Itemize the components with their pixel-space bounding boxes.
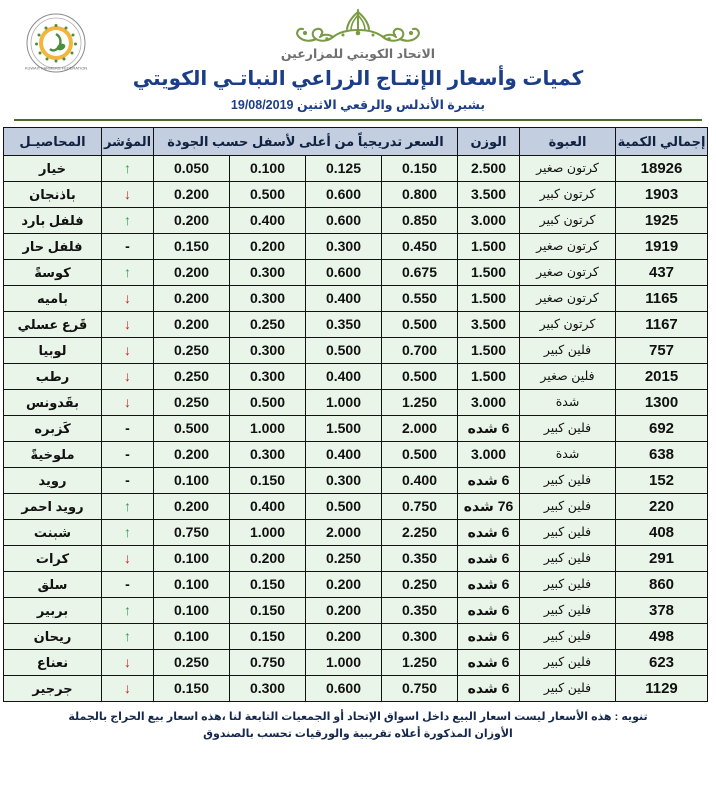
cell-packaging: شدة — [520, 442, 616, 468]
indicator-up-icon: ↑ — [102, 624, 154, 650]
cell-crop-name: ملوخيةً — [4, 442, 102, 468]
cell-weight: 3.500 — [458, 182, 520, 208]
cell-price-1: 0.850 — [382, 208, 458, 234]
cell-price-4: 0.250 — [154, 364, 230, 390]
cell-price-2: 1.000 — [306, 650, 382, 676]
cell-price-3: 0.300 — [230, 442, 306, 468]
page-title: كميات وأسعار الإنتـاج الزراعي النباتـي الكويتي — [132, 68, 584, 90]
indicator-down-icon: ↓ — [102, 650, 154, 676]
column-header-crop: المحاصيـل — [4, 128, 102, 156]
cell-price-2: 0.350 — [306, 312, 382, 338]
cell-price-1: 0.700 — [382, 338, 458, 364]
kuwait-farmers-federation-logo-icon — [14, 10, 98, 76]
cell-weight: 76 شده — [458, 494, 520, 520]
cell-total-quantity: 18926 — [616, 156, 708, 182]
cell-price-3: 0.250 — [230, 312, 306, 338]
cell-crop-name: لوبيا — [4, 338, 102, 364]
table-row — [4, 546, 708, 572]
footer-note-1: تنويه : هذه الأسعار ليست اسعار البيع داخل اسواق الإتحاد أو الجمعيات التابعة لنا ،هذه اسعار بيع الحراج بالجملة — [68, 711, 648, 723]
table-row — [4, 156, 708, 182]
cell-crop-name: بقَدونس — [4, 390, 102, 416]
cell-packaging: فلين صغير — [520, 364, 616, 390]
floral-ornament-icon — [283, 6, 433, 50]
cell-price-4: 0.100 — [154, 468, 230, 494]
table-header-row — [4, 128, 708, 156]
crop-price-table — [3, 127, 708, 702]
cell-price-3: 0.300 — [230, 338, 306, 364]
indicator-flat-icon: - — [102, 572, 154, 598]
column-header-packaging: العبوة — [520, 128, 616, 156]
cell-packaging: فلين كبير — [520, 520, 616, 546]
cell-packaging: فلين كبير — [520, 598, 616, 624]
cell-total-quantity: 638 — [616, 442, 708, 468]
cell-weight: 1.500 — [458, 286, 520, 312]
cell-packaging: كرتون صغير — [520, 156, 616, 182]
cell-price-1: 0.400 — [382, 468, 458, 494]
cell-packaging: فلين كبير — [520, 624, 616, 650]
cell-crop-name: فلفل حار — [4, 234, 102, 260]
cell-price-3: 0.500 — [230, 182, 306, 208]
cell-price-4: 0.100 — [154, 598, 230, 624]
cell-price-4: 0.100 — [154, 624, 230, 650]
cell-total-quantity: 860 — [616, 572, 708, 598]
cell-price-3: 0.200 — [230, 546, 306, 572]
indicator-up-icon: ↑ — [102, 260, 154, 286]
cell-crop-name: نعناع — [4, 650, 102, 676]
cell-packaging: كرتون كبير — [520, 208, 616, 234]
header-divider — [14, 119, 702, 121]
cell-weight: 6 شده — [458, 650, 520, 676]
table-row — [4, 234, 708, 260]
table-row — [4, 286, 708, 312]
cell-total-quantity: 692 — [616, 416, 708, 442]
cell-packaging: كرتون كبير — [520, 312, 616, 338]
cell-weight: 6 شده — [458, 546, 520, 572]
cell-weight: 1.500 — [458, 260, 520, 286]
cell-packaging: فلين كبير — [520, 468, 616, 494]
cell-packaging: كرتون صغير — [520, 260, 616, 286]
cell-price-4: 0.100 — [154, 572, 230, 598]
cell-price-4: 0.100 — [154, 546, 230, 572]
indicator-down-icon: ↓ — [102, 182, 154, 208]
cell-total-quantity: 623 — [616, 650, 708, 676]
cell-price-3: 0.150 — [230, 598, 306, 624]
cell-total-quantity: 1925 — [616, 208, 708, 234]
table-row — [4, 416, 708, 442]
cell-total-quantity: 378 — [616, 598, 708, 624]
cell-crop-name: كرات — [4, 546, 102, 572]
cell-weight: 3.000 — [458, 208, 520, 234]
cell-price-4: 0.500 — [154, 416, 230, 442]
cell-price-3: 0.500 — [230, 390, 306, 416]
cell-crop-name: كَزبره — [4, 416, 102, 442]
cell-weight: 1.500 — [458, 364, 520, 390]
cell-packaging: كرتون صغير — [520, 234, 616, 260]
cell-crop-name: جرجير — [4, 676, 102, 702]
cell-weight: 6 شده — [458, 468, 520, 494]
cell-price-3: 0.400 — [230, 208, 306, 234]
cell-price-4: 0.150 — [154, 234, 230, 260]
cell-total-quantity: 1129 — [616, 676, 708, 702]
cell-price-3: 0.200 — [230, 234, 306, 260]
cell-price-2: 0.600 — [306, 676, 382, 702]
cell-price-2: 0.250 — [306, 546, 382, 572]
cell-total-quantity: 1167 — [616, 312, 708, 338]
cell-price-2: 0.400 — [306, 286, 382, 312]
indicator-up-icon: ↑ — [102, 494, 154, 520]
cell-price-2: 1.500 — [306, 416, 382, 442]
cell-price-1: 0.300 — [382, 624, 458, 650]
table-row — [4, 338, 708, 364]
location-date-subtitle: بشبرة الأندلس والرقعي الاثنين 19/08/2019 — [230, 98, 486, 112]
cell-weight: 6 شده — [458, 416, 520, 442]
cell-price-1: 0.250 — [382, 572, 458, 598]
cell-price-1: 0.500 — [382, 312, 458, 338]
cell-crop-name: بربير — [4, 598, 102, 624]
indicator-flat-icon: - — [102, 416, 154, 442]
cell-price-3: 0.750 — [230, 650, 306, 676]
cell-price-1: 0.550 — [382, 286, 458, 312]
table-row — [4, 208, 708, 234]
cell-weight: 2.500 — [458, 156, 520, 182]
cell-total-quantity: 152 — [616, 468, 708, 494]
cell-price-3: 0.150 — [230, 468, 306, 494]
cell-total-quantity: 1165 — [616, 286, 708, 312]
table-row — [4, 364, 708, 390]
table-row — [4, 390, 708, 416]
table-row — [4, 650, 708, 676]
cell-packaging: شدة — [520, 390, 616, 416]
indicator-flat-icon: - — [102, 442, 154, 468]
table-header — [4, 128, 708, 156]
cell-weight: 6 شده — [458, 598, 520, 624]
cell-price-2: 0.200 — [306, 572, 382, 598]
indicator-down-icon: ↓ — [102, 338, 154, 364]
cell-price-4: 0.150 — [154, 676, 230, 702]
cell-total-quantity: 1300 — [616, 390, 708, 416]
cell-weight: 6 شده — [458, 624, 520, 650]
cell-price-4: 0.200 — [154, 182, 230, 208]
table-row — [4, 572, 708, 598]
indicator-down-icon: ↓ — [102, 286, 154, 312]
cell-weight: 3.000 — [458, 442, 520, 468]
cell-price-1: 0.500 — [382, 364, 458, 390]
cell-price-4: 0.200 — [154, 442, 230, 468]
cell-price-4: 0.750 — [154, 520, 230, 546]
cell-price-4: 0.200 — [154, 208, 230, 234]
cell-price-1: 0.350 — [382, 598, 458, 624]
svg-text:KUWAIT FARMERS FEDERATION: KUWAIT FARMERS FEDERATION — [24, 65, 88, 71]
indicator-flat-icon: - — [102, 468, 154, 494]
indicator-flat-icon: - — [102, 234, 154, 260]
cell-weight: 3.500 — [458, 312, 520, 338]
cell-price-2: 1.000 — [306, 390, 382, 416]
cell-packaging: فلين كبير — [520, 572, 616, 598]
cell-price-1: 0.500 — [382, 442, 458, 468]
column-header-price: السعر تدريجياً من أعلى لأسفل حسب الجودة — [154, 128, 458, 156]
indicator-down-icon: ↓ — [102, 546, 154, 572]
cell-weight: 3.000 — [458, 390, 520, 416]
cell-crop-name: خيار — [4, 156, 102, 182]
cell-price-3: 0.300 — [230, 364, 306, 390]
cell-price-1: 2.000 — [382, 416, 458, 442]
cell-price-2: 0.600 — [306, 260, 382, 286]
cell-price-2: 0.300 — [306, 468, 382, 494]
cell-price-1: 0.675 — [382, 260, 458, 286]
footer-note-2: الأوزان المذكورة أعلاه تقريبية والورقيات تحسب بالصندوق — [203, 728, 513, 741]
cell-weight: 1.500 — [458, 338, 520, 364]
cell-total-quantity: 757 — [616, 338, 708, 364]
cell-price-2: 0.125 — [306, 156, 382, 182]
cell-crop-name: باذنجان — [4, 182, 102, 208]
cell-price-3: 0.100 — [230, 156, 306, 182]
table-row — [4, 312, 708, 338]
cell-price-2: 0.200 — [306, 598, 382, 624]
cell-price-3: 1.000 — [230, 416, 306, 442]
price-table-container — [8, 127, 708, 702]
cell-price-1: 0.350 — [382, 546, 458, 572]
cell-total-quantity: 408 — [616, 520, 708, 546]
cell-crop-name: قَرع عسلي — [4, 312, 102, 338]
indicator-up-icon: ↑ — [102, 156, 154, 182]
indicator-down-icon: ↓ — [102, 676, 154, 702]
cell-packaging: فلين كبير — [520, 676, 616, 702]
cell-packaging: فلين كبير — [520, 494, 616, 520]
table-row — [4, 494, 708, 520]
table-row — [4, 260, 708, 286]
indicator-down-icon: ↓ — [102, 312, 154, 338]
cell-price-4: 0.200 — [154, 260, 230, 286]
table-row — [4, 442, 708, 468]
table-row — [4, 468, 708, 494]
cell-weight: 6 شده — [458, 676, 520, 702]
indicator-up-icon: ↑ — [102, 598, 154, 624]
indicator-down-icon: ↓ — [102, 390, 154, 416]
cell-price-2: 0.300 — [306, 234, 382, 260]
cell-crop-name: كوسةً — [4, 260, 102, 286]
table-row — [4, 520, 708, 546]
cell-total-quantity: 1919 — [616, 234, 708, 260]
cell-price-1: 0.450 — [382, 234, 458, 260]
cell-total-quantity: 2015 — [616, 364, 708, 390]
cell-price-3: 0.300 — [230, 676, 306, 702]
footer-notes — [0, 709, 716, 743]
table-body — [4, 156, 708, 702]
cell-price-4: 0.250 — [154, 650, 230, 676]
column-header-total: إجمالي الكمية — [616, 128, 708, 156]
cell-crop-name: شبنت — [4, 520, 102, 546]
cell-price-4: 0.250 — [154, 390, 230, 416]
cell-price-3: 0.150 — [230, 624, 306, 650]
cell-price-1: 1.250 — [382, 390, 458, 416]
cell-crop-name: ريحان — [4, 624, 102, 650]
cell-price-4: 0.250 — [154, 338, 230, 364]
document-header — [0, 0, 716, 112]
cell-price-3: 0.150 — [230, 572, 306, 598]
cell-price-2: 2.000 — [306, 520, 382, 546]
cell-price-2: 0.500 — [306, 494, 382, 520]
cell-total-quantity: 437 — [616, 260, 708, 286]
cell-total-quantity: 1903 — [616, 182, 708, 208]
cell-price-3: 0.300 — [230, 260, 306, 286]
organization-name: الاتحاد الكويتي للمزارعين — [280, 47, 436, 61]
cell-weight: 6 شده — [458, 572, 520, 598]
cell-packaging: كرتون صغير — [520, 286, 616, 312]
cell-price-4: 0.050 — [154, 156, 230, 182]
cell-total-quantity: 498 — [616, 624, 708, 650]
cell-price-4: 0.200 — [154, 286, 230, 312]
table-row — [4, 676, 708, 702]
cell-price-4: 0.200 — [154, 494, 230, 520]
cell-crop-name: رويد — [4, 468, 102, 494]
column-header-indicator: المؤشر — [102, 128, 154, 156]
cell-packaging: فلين كبير — [520, 546, 616, 572]
table-row — [4, 598, 708, 624]
cell-price-1: 0.800 — [382, 182, 458, 208]
cell-price-2: 0.600 — [306, 208, 382, 234]
cell-price-2: 0.500 — [306, 338, 382, 364]
cell-packaging: فلين كبير — [520, 650, 616, 676]
indicator-up-icon: ↑ — [102, 520, 154, 546]
cell-packaging: فلين كبير — [520, 416, 616, 442]
cell-price-3: 0.300 — [230, 286, 306, 312]
cell-price-1: 0.150 — [382, 156, 458, 182]
cell-price-2: 0.600 — [306, 182, 382, 208]
cell-price-3: 1.000 — [230, 520, 306, 546]
cell-price-2: 0.400 — [306, 442, 382, 468]
cell-crop-name: فلفل بارد — [4, 208, 102, 234]
cell-price-1: 0.750 — [382, 676, 458, 702]
cell-price-2: 0.200 — [306, 624, 382, 650]
table-row — [4, 182, 708, 208]
column-header-weight: الوزن — [458, 128, 520, 156]
cell-price-3: 0.400 — [230, 494, 306, 520]
cell-weight: 1.500 — [458, 234, 520, 260]
cell-packaging: فلين كبير — [520, 338, 616, 364]
cell-total-quantity: 220 — [616, 494, 708, 520]
indicator-down-icon: ↓ — [102, 364, 154, 390]
cell-price-1: 2.250 — [382, 520, 458, 546]
cell-crop-name: باميه — [4, 286, 102, 312]
cell-price-1: 0.750 — [382, 494, 458, 520]
cell-packaging: كرتون كبير — [520, 182, 616, 208]
cell-price-1: 1.250 — [382, 650, 458, 676]
indicator-up-icon: ↑ — [102, 208, 154, 234]
cell-crop-name: سلق — [4, 572, 102, 598]
cell-crop-name: رويد احمر — [4, 494, 102, 520]
cell-weight: 6 شده — [458, 520, 520, 546]
cell-total-quantity: 291 — [616, 546, 708, 572]
cell-price-4: 0.200 — [154, 312, 230, 338]
cell-price-2: 0.400 — [306, 364, 382, 390]
table-row — [4, 624, 708, 650]
cell-crop-name: رطب — [4, 364, 102, 390]
